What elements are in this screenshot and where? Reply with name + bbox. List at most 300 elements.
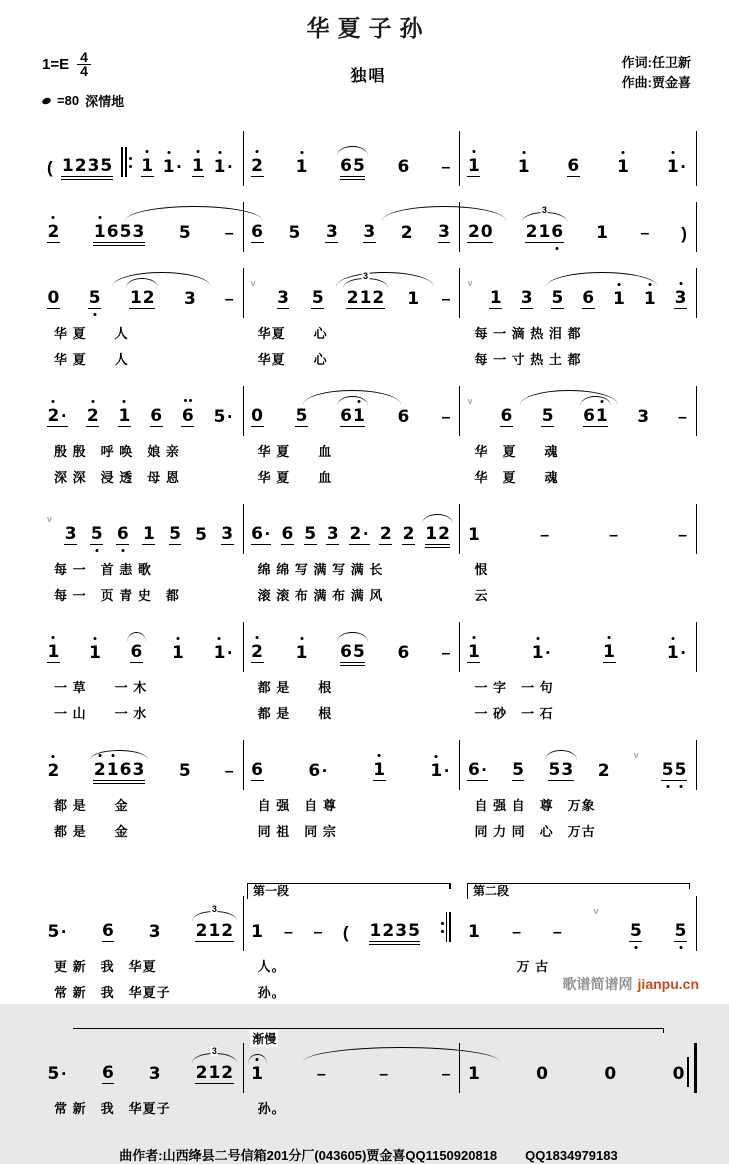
note-digit: 1: [359, 288, 372, 308]
note-token: [340, 407, 366, 427]
note-digits: [47, 643, 60, 663]
composer-qq: QQ1834979183: [525, 1148, 618, 1163]
duration-dash: –: [441, 1066, 451, 1083]
note-digit: 1: [666, 644, 679, 663]
note-digits: [379, 525, 392, 545]
note-digit: 1: [118, 407, 131, 426]
note-digit: 5: [88, 289, 101, 308]
note-token: [517, 158, 530, 177]
note-digit: 5: [178, 761, 191, 781]
lyric-line: [40, 441, 697, 462]
note-digits: [666, 644, 687, 663]
note-digits: [288, 224, 301, 243]
note-digit: 1: [93, 223, 106, 242]
note-digits: [295, 158, 308, 177]
note-digits: [326, 525, 339, 545]
note-digit: 6: [397, 157, 410, 177]
note-token: [467, 223, 493, 243]
note-digit: 5: [353, 642, 365, 662]
note-digits: [61, 157, 112, 177]
note-digits: [141, 157, 154, 177]
measure: [40, 386, 244, 436]
note-digit: 6: [582, 288, 595, 308]
lyric-segment: 华 夏 血: [257, 470, 333, 485]
note-token: [541, 407, 554, 427]
note-digits: [86, 407, 99, 427]
lyric-segment: 都 是 金: [54, 824, 129, 839]
note-token: [195, 1064, 234, 1084]
measure: [40, 896, 244, 951]
note-token: [86, 407, 99, 427]
note-digit: 1: [251, 922, 263, 942]
note-digits: [500, 407, 513, 427]
augmentation-dot: ·: [60, 1065, 67, 1083]
lyric-segment: 每 一 页 青 史 都: [54, 588, 180, 603]
lyric-segment: 每 一 寸 热 土 都: [474, 352, 582, 367]
note-digit: 6: [150, 406, 163, 426]
tempo-change-label: 渐慢: [252, 1032, 277, 1046]
note-digits: [47, 223, 60, 243]
tempo-marking: [42, 91, 124, 110]
note-digit: 2: [400, 223, 413, 243]
note-token: [340, 157, 366, 177]
note-token: [520, 289, 533, 309]
note-token: [438, 223, 451, 243]
note-digits: [88, 289, 101, 309]
note-digits: [89, 644, 102, 663]
octave-dot-up: [111, 754, 114, 757]
note-digit: 2: [467, 222, 480, 242]
note-token: [277, 289, 290, 309]
note-digit: 2: [221, 1063, 234, 1083]
note-token: [141, 157, 154, 177]
note-digit: 1: [208, 921, 221, 941]
lyric-segment: 恨: [474, 562, 489, 577]
key-label: 1=E: [42, 56, 70, 73]
note-digit: 5: [674, 761, 687, 780]
note-digits: [349, 525, 370, 545]
note-digits: [102, 1064, 115, 1084]
note-digit: 2: [47, 223, 60, 242]
octave-dot-up: [608, 636, 611, 639]
footer-credit: [40, 1145, 697, 1164]
duration-dash: –: [441, 291, 451, 308]
lyric-line: [40, 1098, 697, 1119]
note-digits: [172, 644, 185, 663]
note-digits: [340, 157, 366, 177]
note-digit: 1: [369, 921, 382, 941]
note-digit: 5: [541, 406, 554, 426]
note-digits: [583, 407, 609, 427]
note-digit: 1: [141, 157, 154, 176]
octave-dot-up: [671, 637, 674, 640]
note-digits: [661, 761, 687, 781]
octave-dot-up: [52, 636, 55, 639]
note-digit: 3: [132, 222, 145, 242]
octave-dot-up: [671, 151, 674, 154]
note-token: [213, 644, 234, 663]
augmentation-dot: ·: [321, 762, 328, 780]
note-digit: 5: [295, 406, 308, 426]
note-digits: [93, 223, 144, 243]
measure: [460, 202, 697, 252]
note-digit: 1: [467, 157, 480, 176]
note-digits: [47, 1065, 68, 1084]
note-digits: [674, 922, 687, 942]
octave-dot-up: [123, 400, 126, 403]
octave-dot-up: [300, 637, 303, 640]
note-digit: 1: [162, 158, 175, 177]
note-digits: [596, 224, 609, 243]
octave-dot-up: [472, 636, 475, 639]
note-token: [583, 407, 609, 427]
note-token: [369, 922, 420, 942]
note-digit: 3: [87, 156, 100, 176]
note-token: [325, 223, 338, 243]
parenthesis: (: [47, 158, 53, 177]
note-digit: 6: [340, 406, 352, 426]
note-digit: 1: [208, 1063, 221, 1083]
octave-dot-up: [300, 151, 303, 154]
octave-dot-up: [52, 400, 55, 403]
measure-row: [40, 131, 697, 186]
note-digit: 2: [346, 288, 359, 308]
note-digits: [397, 644, 410, 663]
note-token: [295, 407, 308, 427]
duration-dash: –: [512, 924, 522, 941]
note-token: [221, 525, 234, 545]
note-token: [150, 407, 163, 427]
note-token: [512, 761, 525, 781]
note-digits: [213, 158, 234, 177]
note-digits: [192, 157, 205, 177]
note-token: [195, 922, 234, 942]
note-digit: 3: [132, 760, 145, 780]
breath-mark: v: [47, 514, 52, 524]
note-digit: 3: [674, 289, 687, 308]
note-digits: [672, 1065, 685, 1084]
lyric-segment: 更 新 我 华夏: [54, 959, 157, 974]
lyric-segment: 万 古: [474, 959, 550, 974]
augmentation-dot: ·: [60, 923, 67, 941]
note-digits: [425, 525, 451, 545]
music-system: [40, 504, 697, 606]
note-token: [467, 1065, 480, 1084]
note-token: [400, 224, 413, 243]
note-digit: 0: [536, 1064, 549, 1084]
watermark: [563, 974, 699, 994]
octave-dot-up: [648, 283, 651, 286]
note-token: [47, 762, 60, 781]
note-token: [567, 157, 580, 177]
augmentation-dot: ·: [481, 761, 487, 779]
note-digits: [325, 223, 338, 243]
octave-dot-up: [536, 637, 539, 640]
note-digits: [281, 525, 294, 545]
volta-extension-line: [73, 1028, 664, 1033]
augmentation-dot: ·: [362, 525, 369, 543]
note-token: [116, 525, 129, 545]
note-digits: [346, 289, 385, 309]
note-digit: 2: [251, 157, 264, 176]
lyric-segment: 华 夏 人: [54, 352, 129, 367]
note-token: [89, 644, 102, 663]
note-token: [402, 525, 415, 545]
watermark-url-link[interactable]: jianpu.cn: [637, 976, 699, 992]
measure: [460, 131, 697, 186]
duration-dash: –: [313, 924, 323, 941]
note-digits: [340, 643, 366, 663]
note-digits: [582, 289, 595, 309]
octave-dot-up: [617, 283, 620, 286]
octave-dot-up: [256, 636, 259, 639]
note-token: [674, 922, 687, 942]
note-digit: 2: [379, 524, 392, 544]
note-token: [47, 1065, 68, 1084]
note-digit: 3: [184, 289, 196, 309]
note-token: [102, 1064, 115, 1084]
duration-dash: –: [224, 291, 234, 308]
note-digit: 5: [548, 760, 561, 780]
octave-dot-up: [176, 637, 179, 640]
note-digit: 0: [251, 406, 263, 426]
note-digit: 2: [597, 761, 610, 781]
note-token: [251, 923, 264, 942]
note-digits: [551, 289, 564, 309]
note-digit: 5: [90, 525, 103, 544]
measure: [40, 740, 244, 790]
note-digit: 1: [407, 289, 420, 309]
note-token: [162, 158, 183, 177]
note-digit: 1: [353, 407, 366, 426]
note-digit: 6: [397, 407, 410, 427]
note-token: [467, 643, 480, 663]
lyricist-credit: 作词:任卫新: [621, 55, 691, 70]
lyric-line: [40, 467, 697, 488]
notation-area: [40, 131, 697, 1119]
note-token: [88, 289, 101, 309]
note-digit: 2: [525, 222, 538, 242]
lyric-line: [40, 349, 697, 370]
score-header: [40, 51, 697, 115]
meter-denominator: 4: [80, 63, 88, 79]
octave-dot-up: [522, 151, 525, 154]
note-digits: [604, 1065, 617, 1084]
note-digits: [363, 223, 376, 243]
lyric-segment: 同 力 同 心 万古: [474, 824, 596, 839]
lyric-segment: 华 夏 魂: [474, 444, 559, 459]
note-digits: [467, 923, 480, 942]
measure-row: [40, 740, 697, 790]
note-token: [430, 762, 451, 781]
note-token: [93, 223, 144, 243]
note-token: [304, 525, 317, 545]
octave-dot-up: [679, 282, 682, 285]
note-token: [90, 525, 103, 545]
note-digits: [340, 407, 366, 427]
measure: [40, 504, 244, 554]
note-digits: [617, 158, 630, 177]
note-token: [102, 922, 115, 942]
note-digits: [47, 923, 68, 942]
note-digit: 2: [402, 524, 415, 544]
note-digits: [251, 923, 264, 942]
note-digit: 1: [213, 158, 226, 177]
note-digit: 5: [311, 288, 324, 308]
octave-dot-up: [600, 400, 603, 403]
lyric-segment: 一 草 一 木: [54, 680, 148, 695]
note-digits: [467, 526, 480, 545]
note-token: [407, 290, 420, 309]
note-token: [397, 158, 410, 177]
note-digit: 5: [119, 222, 132, 242]
note-digits: [195, 1064, 234, 1084]
note-digits: [548, 761, 574, 781]
lyric-segment: 孙。: [257, 985, 286, 1000]
note-token: [603, 643, 616, 663]
duration-dash: –: [678, 409, 687, 426]
repeat-begin-barline: [121, 147, 132, 177]
note-digit: 6: [251, 760, 263, 780]
octave-dot-up: [91, 400, 94, 403]
mordent-icon: [184, 399, 192, 402]
note-digit: 6: [102, 1063, 114, 1083]
note-digit: 6: [340, 156, 352, 176]
note-digits: [397, 158, 410, 177]
note-token: [363, 223, 376, 243]
note-digit: 6: [551, 223, 564, 242]
lyric-segment: 华夏 心: [257, 352, 328, 367]
note-token: [467, 923, 480, 942]
lyric-segment: 云: [474, 588, 489, 603]
duration-dash: –: [609, 527, 619, 544]
note-token: [666, 644, 687, 663]
measure: [244, 622, 461, 672]
note-token: [551, 289, 564, 309]
lyric-segment: 每 一 首 恚 歌: [54, 562, 152, 577]
note-digit: 0: [480, 222, 493, 242]
note-token: [379, 525, 392, 545]
parenthesis: ): [681, 224, 687, 243]
note-digits: [150, 407, 163, 427]
note-digits: [304, 525, 317, 545]
note-digits: [369, 922, 420, 942]
note-digit: 5: [100, 156, 113, 176]
note-digits: [674, 289, 687, 309]
repeat-dots: [129, 157, 132, 168]
note-digit: 5: [408, 921, 420, 941]
note-digits: [181, 407, 194, 427]
octave-dot-down: [666, 785, 669, 788]
note-digits: [251, 1065, 264, 1084]
music-system: [40, 131, 697, 186]
octave-dot-up: [357, 400, 360, 403]
note-digit: 1: [251, 1064, 263, 1084]
music-system: [40, 268, 697, 370]
note-digit: 2: [74, 156, 87, 176]
note-digits: [525, 223, 564, 243]
note-digit: 6: [500, 406, 513, 426]
note-digits: [597, 762, 610, 781]
lyric-segment: 华 夏 魂: [474, 470, 559, 485]
note-digits: [666, 158, 687, 177]
lyric-segment: 每 一 滴 热 泪 都: [474, 326, 582, 341]
note-token: [213, 158, 234, 177]
lyric-line: [40, 323, 697, 344]
lyric-segment: 一 字 一 句: [474, 680, 554, 695]
note-digits: [148, 923, 161, 942]
measure: [460, 1043, 697, 1093]
note-digit: 1: [666, 158, 679, 177]
note-digits: [162, 158, 183, 177]
note-token: [148, 923, 161, 942]
note-token: [582, 289, 595, 309]
note-token: [308, 762, 329, 781]
note-digit: 1: [172, 644, 185, 663]
duration-dash: –: [284, 924, 293, 941]
note-digits: [251, 643, 264, 663]
measure: [40, 622, 244, 672]
octave-dot-up: [98, 754, 101, 757]
note-digit: 5: [47, 922, 60, 942]
duration-dash: –: [224, 225, 234, 242]
note-digit: 2: [47, 407, 60, 426]
note-digits: [467, 223, 493, 243]
note-digits: [567, 157, 580, 177]
note-digit: 1: [617, 158, 630, 177]
note-digit: 3: [438, 222, 450, 242]
note-digit: 1: [129, 288, 142, 308]
lyric-line: [40, 677, 697, 698]
note-token: [93, 761, 144, 781]
note-digits: [643, 290, 656, 309]
note-digits: [467, 157, 480, 177]
lyric-segment: 自 强 自 尊: [257, 798, 337, 813]
octave-dot-up: [472, 150, 475, 153]
octave-dot-down: [556, 247, 559, 250]
note-digit: 5: [178, 223, 191, 243]
tempo-value: =80: [57, 93, 80, 108]
note-digit: 6: [308, 761, 321, 781]
composer-address: 曲作者:山西绛县二号信箱201分厂(043605)贾金喜QQ1150920818: [119, 1148, 498, 1163]
note-digits: [130, 643, 143, 663]
lyric-segment: [460, 1098, 697, 1119]
augmentation-dot: ·: [226, 408, 233, 426]
note-digit: 1: [603, 643, 616, 662]
section-label: 第二段: [473, 884, 510, 898]
measure: [460, 504, 697, 554]
note-digits: [129, 289, 155, 309]
note-digits: [373, 761, 386, 781]
page-title: 华夏子孙: [306, 15, 431, 41]
lyric-segment: 都 是 根: [257, 680, 333, 695]
note-token: [489, 289, 502, 309]
note-token: [172, 644, 185, 663]
note-token: [47, 923, 68, 942]
lyric-segment: 孙。: [257, 1101, 286, 1116]
note-digits: [251, 223, 264, 243]
lyric-segment: 都 是 金: [54, 798, 129, 813]
note-digits: [637, 408, 650, 427]
note-digit: 3: [148, 922, 161, 942]
measure: [244, 740, 461, 790]
note-digits: [47, 289, 60, 309]
octave-dot-up: [98, 216, 101, 219]
note-digits: [531, 644, 552, 663]
note-digit: 3: [277, 288, 289, 308]
note-token: [288, 224, 301, 243]
duration-dash: –: [441, 645, 451, 662]
